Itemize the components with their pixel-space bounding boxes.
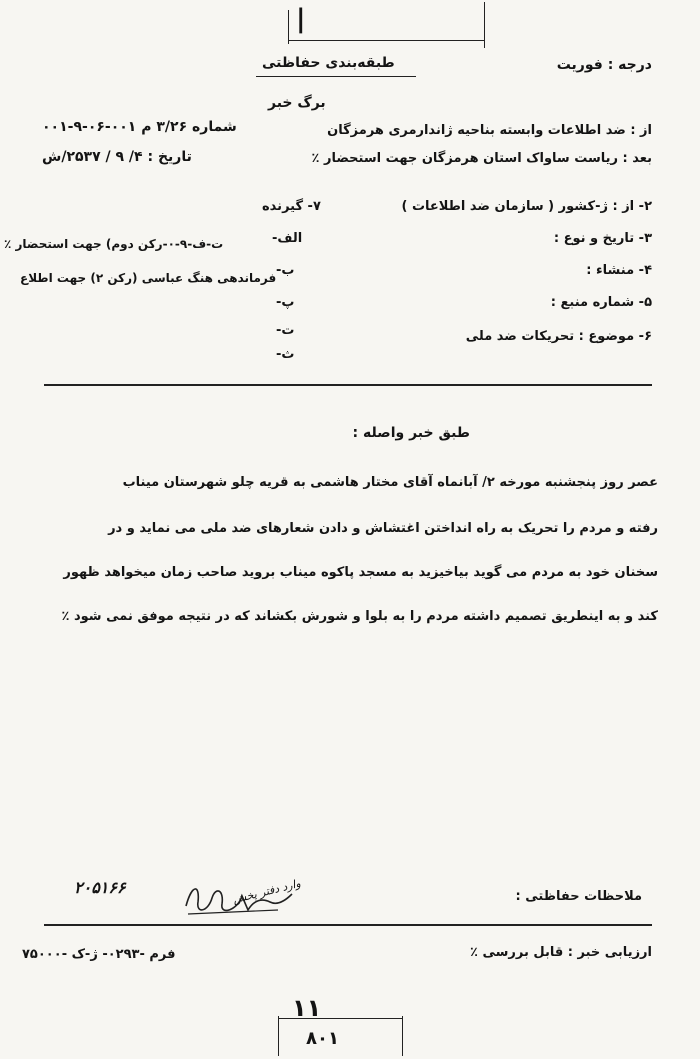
field-country: ۲- از : ژ-کشور ( سازمان ضد اطلاعات ) [401, 199, 652, 214]
recipient-letter: پ- [276, 295, 295, 310]
classification-title: طبقه‌بندی حفاظتی [262, 55, 395, 71]
from-line: از : ضد اطلاعات وابسته بناحیه ژاندارمری هرمزگان [327, 123, 652, 138]
bottom-box-right [402, 1016, 403, 1056]
body-line: رفته و مردم را تحریک به راه انداختن اغتشاش و دادن شعارهای ضد ملی می نماید و در [108, 521, 658, 536]
recipient-letter: ت- [276, 323, 295, 338]
page-marker: ۱۱ [292, 994, 322, 1022]
evaluation: ارزیابی خبر : قابل بررسی ٪ [469, 945, 652, 960]
form-code: فرم -۰۲۹۳- ژ-ک -۷۵۰۰۰ [22, 947, 176, 962]
body-line: سخنان خود به مردم می گوید بیاخیزید به مسجد پاکوه میناب بروید صاحب زمان میخواهد ظهور [63, 565, 658, 580]
classification-underline [256, 76, 416, 77]
protective-note: ملاحظات حفاظتی : [515, 889, 642, 904]
footer-divider [44, 924, 652, 926]
recipient-text: فرماندهی هنگ عباسی (رکن ۲) جهت اطلاع [20, 271, 277, 285]
field-source: ۴- منشاء : [586, 263, 652, 278]
field-source-number: ۵- شماره منبع : [550, 295, 652, 310]
stamp-box-right [484, 2, 485, 48]
number-line: شماره ۳/۲۶ م ۰۰۱-۰۶-۹-۰۰۱ [42, 119, 237, 135]
stamp-box-bottom [288, 40, 484, 41]
bottom-box-left [278, 1016, 279, 1056]
to-line: بعد : ریاست ساواک استان هرمزگان جهت استحضار ٪ [311, 151, 652, 166]
recipient-text: ت-ف-۹-۰-رکن دوم) جهت استحضار ٪ [4, 237, 224, 251]
bottom-number: ۸۰۱ [306, 1028, 339, 1049]
handwritten-note: وارد دفتر پخش [231, 876, 302, 907]
handwritten-number: ۲۰۵۱۶۶ [74, 878, 126, 897]
recipients-heading: ۷- گیرنده [262, 199, 321, 214]
body-line: کند و به اینطریق تصمیم داشته مردم را به بلوا و شورش بکشاند که در نتیجه موفق نمی شود ٪ [61, 609, 658, 624]
recipient-letter: ب- [276, 263, 295, 278]
body-line: عصر روز پنجشنبه مورخه ۲/ آبانماه آقای مختار هاشمی به قریه چلو شهرستان میناب [122, 475, 658, 490]
degree-label: درجه : فوریت [556, 57, 652, 73]
field-date-type: ۳- تاریخ و نوع : [553, 231, 652, 246]
body-intro: طبق خبر واصله : [352, 425, 470, 441]
date-line: تاریخ : ۴/ ۹ / ۲۵۳۷/ش [42, 149, 192, 165]
recipient-letter: ث- [276, 347, 295, 362]
stamp-mark: | [296, 4, 306, 34]
form-title: برگ خبر [268, 95, 326, 111]
stamp-box-left [288, 10, 289, 44]
recipient-letter: الف- [272, 231, 303, 246]
field-subject: ۶- موضوع : تحریکات ضد ملی [465, 329, 652, 344]
bottom-box-top [278, 1018, 402, 1019]
section-divider [44, 384, 652, 386]
